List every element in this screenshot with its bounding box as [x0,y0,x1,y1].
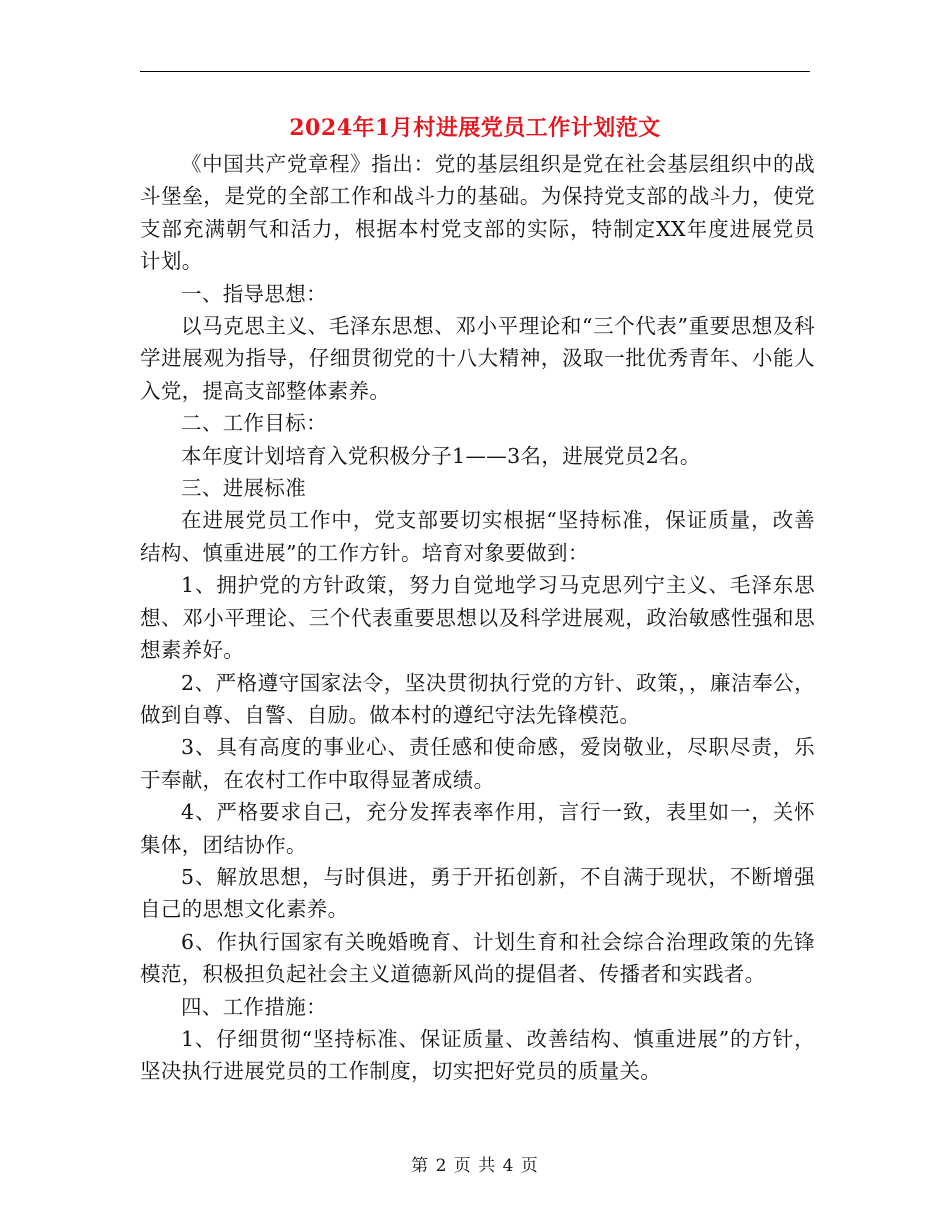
paragraph: 以马克思主义、毛泽东思想、邓小平理论和“三个代表”重要思想及科学进展观为指导，仔细贯彻党的十八大精神，汲取一批优秀青年、小能人入党，提高支部整体素养。 [140,314,815,403]
header-rule [140,71,810,72]
section-heading: 一、指导思想： [181,281,327,306]
list-item: 1、拥护党的方针政策，努力自觉地学习马克思列宁主义、毛泽东思想、邓小平理论、三个代表重要思想以及科学进展观，政治敏感性强和思想素养好。 [140,573,815,663]
section-heading: 二、工作目标： [181,411,327,436]
list-item: 1、仔细贯彻“坚持标准、保证质量、改善结构、慎重进展”的方针，坚决执行进展党员的工作制度，切实把好党员的质量关。 [140,1026,815,1084]
list-item: 3、具有高度的事业心、责任感和使命感，爱岗敬业，尽职尽责，乐于奉献，在农村工作中取得显著成绩。 [140,735,815,792]
document-body [140,148,815,1088]
paragraph: 本年度计划培育入党积极分子1——3名，进展党员2名。 [181,443,701,468]
list-item: 2、严格遵守国家法令，坚决贯彻执行党的方针、政策，，廉洁奉公，做到自尊、自警、自励。做本村的遵纪守法先锋模范。 [140,670,815,727]
paragraph: 在进展党员工作中，党支部要切实根据“坚持标准，保证质量，改善结构、慎重进展”的工作方针。培育对象要做到： [140,508,815,565]
list-item: 6、作执行国家有关晚婚晚育、计划生育和社会综合治理政策的先锋模范，积极担负起社会主义道德新风尚的提倡者、传播者和实践者。 [140,929,815,987]
page-number: 第 2 页 共 4 页 [411,1156,539,1176]
section-heading: 三、进展标准 [181,476,307,501]
list-item: 5、解放思想，与时俱进，勇于开拓创新，不自满于现状，不断增强自己的思想文化素养。 [140,864,815,922]
paragraph: 《中国共产党章程》指出：党的基层组织是党在社会基层组织中的战斗堡垒，是党的全部工作和战斗力的基础。为保持党支部的战斗力，使党支部充满朝气和活力，根据本村党支部的实际，特制定XX年度进展党员计划。 [140,152,815,274]
section-heading: 四、工作措施： [181,994,327,1019]
document-title: 2024年1月村进展党员工作计划范文 [289,115,661,141]
list-item: 4、严格要求自己，充分发挥表率作用，言行一致，表里如一，关怀集体，团结协作。 [140,800,815,857]
